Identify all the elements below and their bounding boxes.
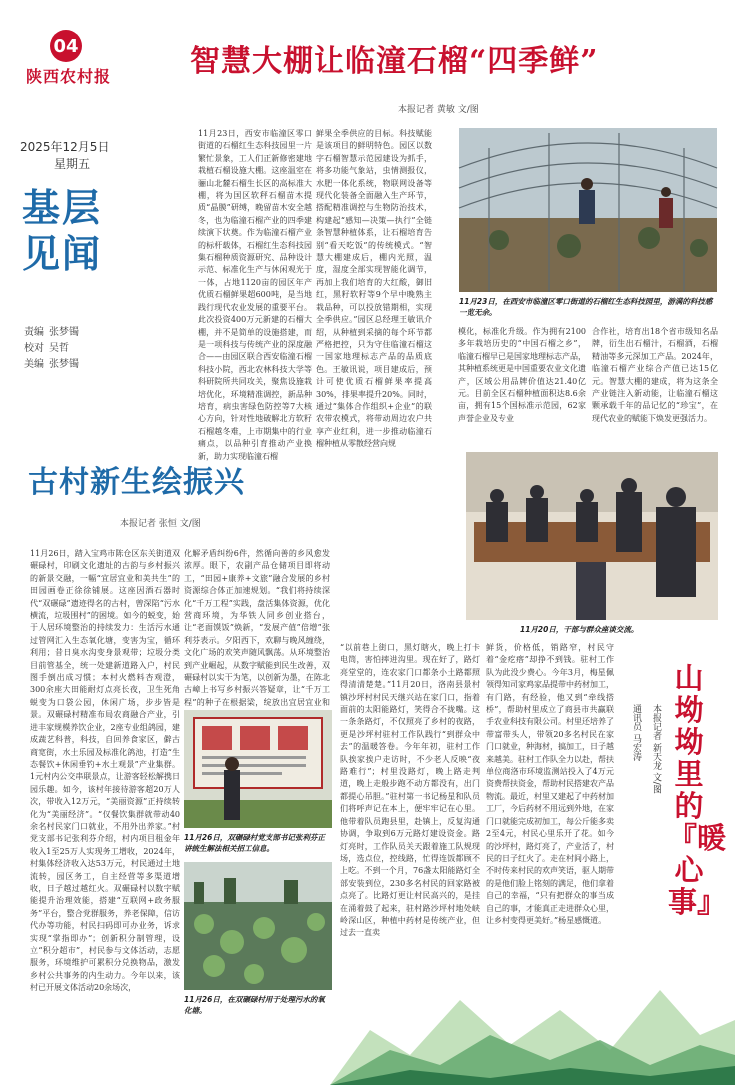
article1-photo-caption: 11月23日，在西安市临潼区零口街道的石榴红生态科技园里，游满的科技感一览无余。	[459, 297, 713, 317]
page-header	[0, 0, 735, 1]
page-number: 04	[50, 30, 82, 62]
column-title-line2: 见闻	[22, 231, 103, 276]
article2-column-4: 鲜货，价格低，销路窄，村民守着“金疙瘩”却挣不到钱。驻村工作队为此没少费心。今年3月，梅星佩领得知司家鸡家品提带中药材加工，有门路，有经验，他又到“牵线搭桥”，帮助村里成立了商县市共赢联手农业科技有限公司。村里还培养了带富带头人，带领20多名村民在家门口就业，种海材，搞加工，日子越来越美。驻村工作队全力以赴，帮扶单位商洛市环境监测站投入了4万元资费帮扶资金，帮助村民搭建农产品物流。最近，村里又建起了中药材加工厂，今后药材不用远到外地，在家门口就能完成初加工，每公斤能多卖2至4元，村民心里乐开了花。如今的沙坪村，路灯亮了，产业活了，村民的日子红火了。走在村间小路上，不时传来村民的欢声笑语，驱人期带的是他们脸上铭刻的满足，他们拿着自己的幸福，“只有把群众的事当成自己的事，才能真正走进群众心里，让乡村变得更美好。”杨星感慨道。	[486, 643, 614, 925]
newspaper-logo: 陕西农村报	[26, 67, 112, 86]
article1-column-2: 鲜果全季供应的目标。科技赋能是该项目的鲜明特色。园区以数字石榴智慧示范园建设为抓手，将多功能气象站，虫情测报仪，水肥一体化系统，物联网设备等现代化装备全面融入生产环节，搭配精准调控与生物防治技术，构建起“感知—决策—执行”全链条智慧种植体系，让石榴培育告别“看天吃饭”的传统模式。“智慧大棚建成后，棚内光照，温度，湿度全部实现智能化调节，再加上我们培育的大红酸，御旧红，黑籽软籽等9个早中晚熟主栽品种，可以投放错期相，实现全季供应。”园区总经理王敏讯介绍，从种植到采摘的每个环节都严格把控，只为守住临潼石榴这一国家地理标志产品的品质底色。王敏讯说，项目建成后，预计可使优质石榴鲜果率提高30%，排果率提升20%。同时，通过“集体合作组织+企业”的联农带农模式，将带动周边农户共享产业红利，进一步推动临潼石榴种植从零散经营向规	[316, 129, 432, 449]
article2-photo-pond	[184, 862, 332, 990]
article2-caption-mid: 11月26日，双碾碌村党支部书记张利芬正讲统生解法相关招工信息。	[184, 833, 325, 853]
article2-column-2: 化解矛盾纠纷6件，然循向善的乡风愈发浓厚。眼下，农副产品仓储项目即将动工，“田园+康养+文旅”融合发展的乡村资源综合体正加速规划。“我们将持续深化“千万工程”实践，盘活集体资源，优化营商环境，为华铁人同乡创业搭台，让“老面馍饭”焕新，“发展产值”倍增”张利芬表示。夕阳西下，欢聊与晚风缠绕，文化广场的欢笑声随风飘荡。从环境整治到产业崛起，从数字赋能到民生改善，双碾碌村以实干为笔，以创新为墨，在陈北古嶂上书写乡村振兴答疑章，让“千万工程”的种子在根据梁，绽放出宜居宜业和	[184, 549, 330, 707]
article2-photo-meeting	[466, 452, 718, 620]
article1-byline: 本报记者 黄敏 文/图	[398, 105, 479, 115]
article2-byline: 本报记者 张恒 文/图	[120, 519, 201, 529]
article3-headline: 山坳坳里的『暖心事』	[668, 661, 727, 919]
credit-proofreader: 校对 吴哲	[24, 343, 69, 354]
article2-caption-top: 11月20日，干部与群众座谈交流。	[520, 625, 639, 634]
column-title	[22, 185, 102, 277]
article2-column-3: “以前巷上街口，黑灯瞎火，晚上打卡电筒，害怕摔进沟里。现在好了，路灯亮堂堂的，连农家门口都条小土路都照得清清楚楚。”11月20日，洛南县景村镇沙坪村村民天继兴站在家门口，指着面前的太阳能路灯，笑得合不拢嘴。这一条条路灯，不仅照亮了乡村的夜路，更是沙坪村驻村工作队践行“到群众中去”的温暖答卷。今年年初，驻村工作队挨家挨户走访时，不少老人反映“夜路难行”；村里没路灯，晚上路走判道，晚上走般步跑不动方都没有，出门都提心吊胆。”驻村第一书记杨星和队员们将呼声记在本上，便牢牢记在心里。他带着队员跑县里，赴镇上，反复沟通协调，争取到6万元路灯建设资金。路灯亮时，工作队员关天跟着施工队规现场，选点位，控线路，忙得连饭都顾不上吃。不到一个月，76盏太阳能路灯全部安装到位，230多名村民的回家路被点亮了。比路灯更让村民高兴的，是挂在涌着鼓了起来，驻村路沙坪村地处峡岭深山区，种植中药材是传统产业，但过去一直卖	[340, 643, 480, 938]
article2-headline: 古村新生绘振兴	[28, 465, 245, 500]
credit-designer: 美编 张梦镯	[24, 359, 79, 370]
article1-column-3: 模化，标准化升级。作为拥有2100多年栽培历史的“中国石榴之乡”，临潼石榴早已是国家地理标志产品，其种植系统更是中国重要农业文化遗产，区域公用品牌价值达21.40亿元。目前全区石榴种植面积达8.6余亩，拥有15个国标准示范园，62家声誉企业及专业	[458, 327, 586, 423]
article1-headline: 智慧大棚让临潼石榴“四季鲜”	[190, 44, 599, 79]
editor-credits	[24, 325, 79, 373]
article2-photo-board	[184, 710, 332, 828]
article2-caption-bottom: 11月26日，在双碾碌村用于处理污水的氧化塘。	[184, 995, 325, 1015]
article3-credit-correspondent: 通讯员 马宏涛	[631, 704, 641, 761]
article1-column-4: 合作社，培育出18个省市级知名品牌，衍生出石榴汁，石榴酒，石榴精油等多元深加工产品。2024年，临潼石榴产业综合产值已达15亿元。智慧大棚的建成，将为这条全产业链注入新动能，让临潼石榴这颗承载千年的品记忆的“珍宝”，在现代农业的赋能下焕发更强活力。	[592, 327, 718, 423]
decorative-mountains	[330, 940, 735, 1085]
article1-photo-greenhouse	[459, 128, 717, 292]
credit-editor: 责编 张梦镯	[24, 327, 79, 338]
article3-credit-reporter: 本报记者 新天龙 文/图	[651, 704, 661, 794]
issue-date: 2025年12月5日	[20, 140, 110, 154]
article2-column-1: 11月26日，踏入宝鸡市陈仓区东关街道双碾碌村，印刷文化遗址的古韵与乡村振兴的新景交融，一幅“宜居宜业和美共生”的田园画卷正徐徐铺展。这座因酒石器时代“双碾碌”遗迹得名的古村，曾深陷“污水横流，垃圾围村”的困境。如今的蜕变，始于人居环境整治的持续发力：生活污水通过管网汇入生态氧化塘，变害为宝，循环利用；昔日臭水沟变身景观带；垃圾分类目前管基全，统一处建新道路入户，村民图手倒出成习惯；本村火燃料杏观澄，300余座大田能耐灯点亮长夜，卫生死角蜕变为口袋公园，休闲广场，步步皆是景。双碾碌村精准布局农商融合产业，引进丰家规模养饮企业，2座专业组鸽园，建成蔬艺科普，科技，自回养食家区，僻古商宽街，水土乐园及标准化鸽池，打造“生态餐饮+休闲垂钓+水土观景”产业集群。1元村内公交串联景点，让游客轻松解携日园乐趣。如今，该村年接待游客超20万人次，带收入12万元，“美丽资源”正持续转化为“美丽经济”。“仅餐饮集群就带动40余名村民家门口就业，不用外出养家。”村党支部书记张利芬介绍，村内项目租金年收入1至25万人实现务工增收，2024年，村集体经济收入达53万元，村民通过土地流转，园区务工，自主经营等多渠道增收，日子越过越红火。双碾碌村以数字赋能提升治理效能，搭建“互联网+政务服务”平台，整合党群服务，养老保障，信访代办等功能，村民扫码即可办业务，诉求实现“掌指即办”；创新积分制管理，设立“积分超市”，村民参与文体活动，志愿服务，环境维护可累积分兑换物品，激发乡村公共事务的内生动力。今年以来，该村已开展文体活动20余场次，	[30, 549, 180, 993]
article1-column-1: 11月23日，西安市临潼区零口街道的石榴红生态科技园里一片繁忙景象，工人们正新修密建地栽植石榴设施大棚。这座温室在骊山北麓石榴生长区的高标准大棚，将为国区软秤石榴苗木提质“晶膜”研缚，晚留苗木安全越冬，也为临潼石榴产业的四季建续演下状奠。作为临潼石榴产业的标杆载体，石榴红生态科技园集石榴种质资源研究、品种设计示范、标准化生产与休闲观光于一体，占地1120亩的园区年产优质石榴鲜果超600吨，是当地践行现代农业发展的重要平台。此次投资400万元新建的石榴大棚，并不是简单的设施搭建，而是一项科技与传统产业的深度融合——由园区联合西安临潼石榴科技小院，西北农林科技大学等科研院所共同攻关，聚焦设施栽培优化，环境精准调控，新品种培育，病虫害绿色防控等7大核心方向，针对性地破解北方软籽石榴越冬难，上市期集中的行业痛点，以品种引育推动产业换新，助力实现临潼石榴	[198, 129, 312, 461]
issue-weekday: 星期五	[54, 157, 91, 171]
column-title-line1: 基层	[22, 185, 103, 230]
